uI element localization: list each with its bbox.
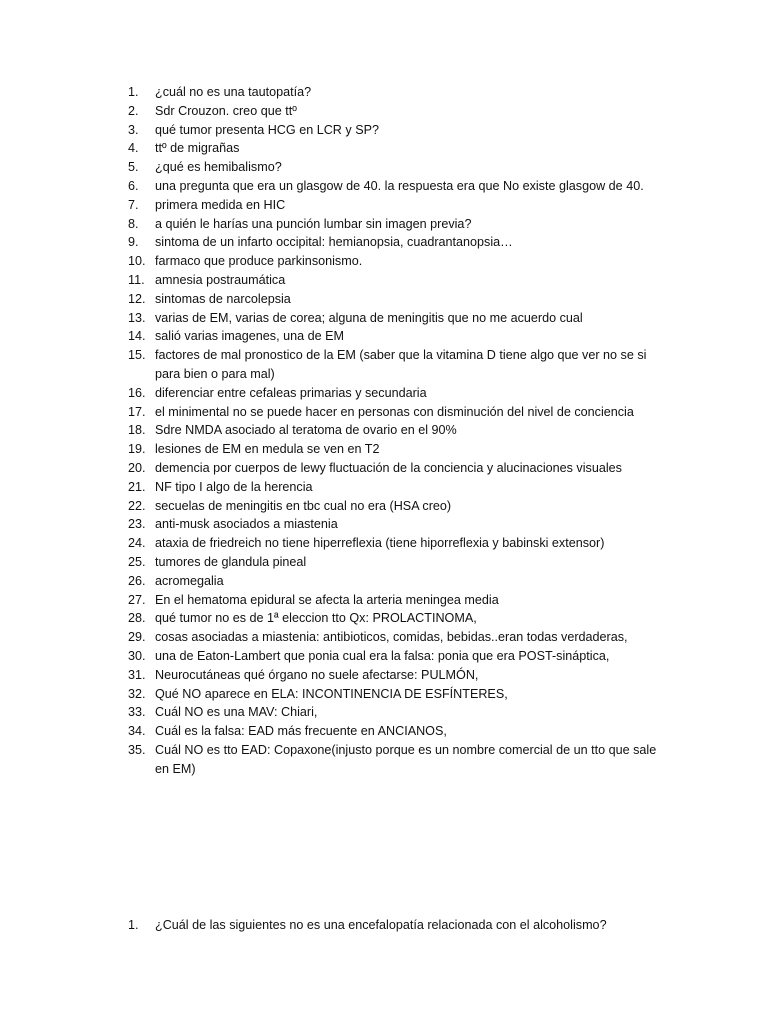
list-item xyxy=(128,685,658,704)
list-item-text: ¿qué es hemibalismo? xyxy=(155,160,282,175)
list-item xyxy=(128,440,658,459)
list-item-text: sintoma de un infarto occipital: hemianopsia, cuadrantanopsia… xyxy=(155,235,513,250)
list-item xyxy=(128,384,658,403)
list-item xyxy=(128,290,658,309)
list-item-number: 30. xyxy=(128,648,146,663)
question-list xyxy=(128,83,658,778)
list-item-number: 6. xyxy=(128,178,139,193)
list-item-number: 32. xyxy=(128,686,146,701)
list-item-number: 34. xyxy=(128,724,146,739)
list-item xyxy=(128,102,658,121)
list-item-text: lesiones de EM en medula se ven en T2 xyxy=(155,442,380,457)
list-item xyxy=(128,252,658,271)
list-item-text: Neurocutáneas qué órgano no suele afectarse: PULMÓN, xyxy=(155,667,479,682)
list-item-text: ataxia de friedreich no tiene hiperreflexia (tiene hiporreflexia y babinski extensor) xyxy=(155,536,605,551)
list-item-number: 12. xyxy=(128,291,146,306)
list-item-text: Cuál NO es tto EAD: Copaxone(injusto porque es un nombre comercial de un tto que sale en EM) xyxy=(155,742,657,776)
list-item-number: 24. xyxy=(128,536,146,551)
list-item-number: 26. xyxy=(128,573,146,588)
list-item-number: 21. xyxy=(128,479,146,494)
list-item xyxy=(128,158,658,177)
list-item-text: una pregunta que era un glasgow de 40. la respuesta era que No existe glasgow de 40. xyxy=(155,178,644,193)
list-item xyxy=(128,741,658,779)
second-question-list xyxy=(128,916,668,935)
list-item xyxy=(128,177,658,196)
list-item xyxy=(128,591,658,610)
list-item-text: varias de EM, varias de corea; alguna de meningitis que no me acuerdo cual xyxy=(155,310,583,325)
list-item-text: salió varias imagenes, una de EM xyxy=(155,329,345,344)
list-item-number: 29. xyxy=(128,630,146,645)
list-item-number: 23. xyxy=(128,517,146,532)
list-item xyxy=(128,215,658,234)
list-item-number: 27. xyxy=(128,592,146,607)
list-item-text: una de Eaton-Lambert que ponia cual era la falsa: ponia que era POST-sináptica, xyxy=(155,648,610,663)
list-item-number: 18. xyxy=(128,423,146,438)
list-item-text: Cuál es la falsa: EAD más frecuente en ANCIANOS, xyxy=(155,724,447,739)
list-item xyxy=(128,139,658,158)
list-item xyxy=(128,121,658,140)
list-item-number: 14. xyxy=(128,329,146,344)
list-item-text: qué tumor no es de 1ª eleccion tto Qx: PROLACTINOMA, xyxy=(155,611,477,626)
list-item-text: ttº de migrañas xyxy=(155,141,240,156)
list-item-number: 33. xyxy=(128,705,146,720)
list-item xyxy=(128,722,658,741)
list-item-number: 25. xyxy=(128,554,146,569)
list-item-text: acromegalia xyxy=(155,573,224,588)
list-item-number: 35. xyxy=(128,742,146,757)
list-item-text: demencia por cuerpos de lewy fluctuación de la conciencia y alucinaciones visuales xyxy=(155,460,622,475)
list-item-number: 7. xyxy=(128,197,139,212)
list-item-number: 11. xyxy=(128,272,145,287)
list-item-text: Cuál NO es una MAV: Chiari, xyxy=(155,705,318,720)
list-item xyxy=(128,309,658,328)
list-item xyxy=(128,572,658,591)
list-item-text: Qué NO aparece en ELA: INCONTINENCIA DE ESFÍNTERES, xyxy=(155,686,508,701)
list-item xyxy=(128,233,658,252)
list-item xyxy=(128,421,658,440)
list-item xyxy=(128,666,658,685)
list-item-number: 10. xyxy=(128,254,146,269)
list-item-text: secuelas de meningitis en tbc cual no era (HSA creo) xyxy=(155,498,452,513)
list-item xyxy=(128,83,658,102)
list-item xyxy=(128,497,658,516)
list-item xyxy=(128,327,658,346)
list-item xyxy=(128,196,658,215)
list-item-text: sintomas de narcolepsia xyxy=(155,291,291,306)
list-item xyxy=(128,478,658,497)
list-item xyxy=(128,703,658,722)
list-item-text: anti-musk asociados a miastenia xyxy=(155,517,338,532)
list-item xyxy=(128,916,668,935)
list-item-text: En el hematoma epidural se afecta la arteria meningea media xyxy=(155,592,499,607)
list-item-text: primera medida en HIC xyxy=(155,197,286,212)
list-item-text: el minimental no se puede hacer en personas con disminución del nivel de conciencia xyxy=(155,404,634,419)
list-item-number: 19. xyxy=(128,442,146,457)
list-item xyxy=(128,459,658,478)
list-item-text: tumores de glandula pineal xyxy=(155,554,307,569)
list-item xyxy=(128,534,658,553)
list-item-number: 8. xyxy=(128,216,139,231)
list-item-number: 5. xyxy=(128,160,139,175)
list-item-text: amnesia postraumática xyxy=(155,272,286,287)
list-item-number: 2. xyxy=(128,103,139,118)
list-item-text: farmaco que produce parkinsonismo. xyxy=(155,254,363,269)
list-item-number: 1. xyxy=(128,918,139,932)
list-item-text: cosas asociadas a miastenia: antibioticos, comidas, bebidas..eran todas verdaderas, xyxy=(155,630,628,645)
list-item-number: 13. xyxy=(128,310,146,325)
list-item-text: a quién le harías una punción lumbar sin imagen previa? xyxy=(155,216,472,231)
list-item xyxy=(128,609,658,628)
list-item-number: 1. xyxy=(128,85,139,99)
list-item-text: factores de mal pronostico de la EM (saber que la vitamina D tiene algo que ver no se si para bien o para mal) xyxy=(155,348,647,381)
list-item-text: ¿Cuál de las siguientes no es una encefalopatía relacionada con el alcoholismo? xyxy=(155,918,607,932)
list-item-text: NF tipo I algo de la herencia xyxy=(155,479,313,494)
list-item-number: 22. xyxy=(128,498,146,513)
list-item xyxy=(128,346,658,384)
list-item-number: 3. xyxy=(128,122,139,137)
list-item-text: diferenciar entre cefaleas primarias y secundaria xyxy=(155,385,427,400)
list-item-number: 20. xyxy=(128,460,146,475)
list-item xyxy=(128,515,658,534)
list-item-number: 15. xyxy=(128,348,146,363)
list-item-text: qué tumor presenta HCG en LCR y SP? xyxy=(155,122,379,137)
list-item-number: 17. xyxy=(128,404,146,419)
list-item-text: Sdre NMDA asociado al teratoma de ovario en el 90% xyxy=(155,423,457,438)
list-item-text: ¿cuál no es una tautopatía? xyxy=(155,85,312,99)
list-item-number: 16. xyxy=(128,385,146,400)
list-item-number: 31. xyxy=(128,667,146,682)
list-item xyxy=(128,403,658,422)
list-item-text: Sdr Crouzon. creo que ttº xyxy=(155,103,297,118)
list-item-number: 9. xyxy=(128,235,139,250)
list-item-number: 28. xyxy=(128,611,146,626)
list-item xyxy=(128,553,658,572)
list-item xyxy=(128,628,658,647)
list-item-number: 4. xyxy=(128,141,139,156)
list-item xyxy=(128,271,658,290)
list-item xyxy=(128,647,658,666)
